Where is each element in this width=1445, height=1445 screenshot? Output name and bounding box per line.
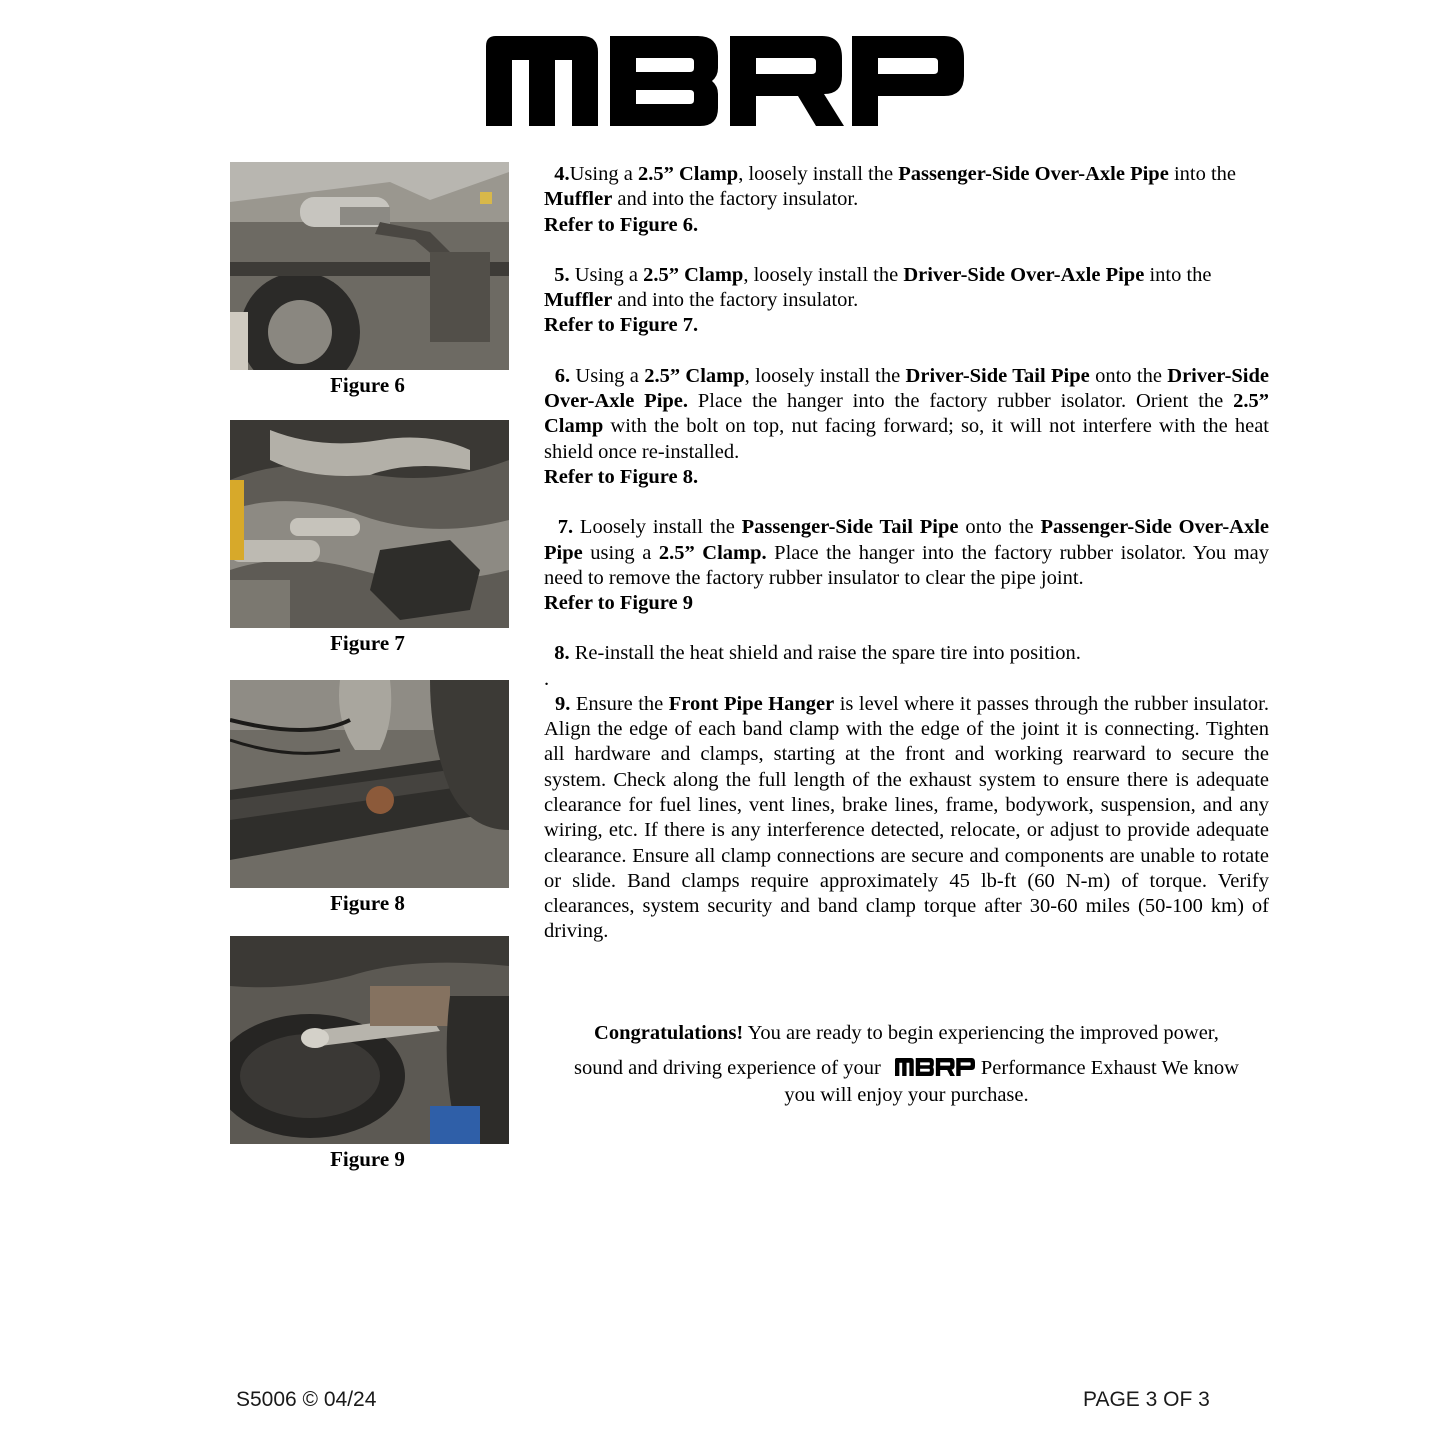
figure-9 xyxy=(230,936,509,1172)
mbrp-logo xyxy=(486,36,964,126)
mbrp-inline-logo xyxy=(895,1058,975,1076)
stray-dot: . xyxy=(544,667,550,690)
congratulations-block: Congratulations! You are ready to begin experiencing the improved power, sound and driving experience of your Performance Exhaust We know you will enjoy your purchase. xyxy=(574,1022,1239,1106)
step-5-ref: Refer to Figure 7. xyxy=(544,314,699,337)
figure-8-photo xyxy=(230,680,509,888)
step-6-ref: Refer to Figure 8. xyxy=(544,465,699,488)
instructions xyxy=(544,162,1269,970)
figure-8 xyxy=(230,680,509,916)
figure-6-caption: Figure 6 xyxy=(330,373,405,397)
congrats-heading: Congratulations! xyxy=(594,1022,744,1044)
page-number: PAGE 3 OF 3 xyxy=(1083,1388,1210,1411)
step-9: 9. Ensure the Front Pipe Hanger is level where it passes through the rubber insulator. Align the edge of each band clamp with the edge of the joint it is connecting. Tighten all hardware and clamps, starting at the front and working rearward to secure the system. Check along the full length of the exhaust system to ensure there is adequate clearance for fuel lines, vent lines, brake lines, frame, bodywork, suspension, and any wiring, etc. If there is any interference detected, relocate, or adjust to provide adequate clearance. Ensure all clamp connections are secure and components are unable to rotate or slide. Band clamps require approximately 45 lb-ft (60 N-m) of torque. Verify clearances, system security and band clamp torque after 30-60 miles (50-100 km) of driving. xyxy=(544,692,1269,943)
figure-7-caption: Figure 7 xyxy=(330,631,405,655)
document-code: S5006 © 04/24 xyxy=(236,1388,377,1411)
step-5: 5. Using a 2.5” Clamp, loosely install the Driver-Side Over-Axle Pipe into the Muffler and into the factory insulator. Refer to Figure 7. xyxy=(544,263,1212,337)
figure-7 xyxy=(230,420,509,656)
step-6: 6. Using a 2.5” Clamp, loosely install the Driver-Side Tail Pipe onto the Driver-Side Over-Axle Pipe. Place the hanger into the factory rubber isolator. Orient the 2.5” Clamp with the bolt on top, nut facing forward; so, it will not interfere with the heat shield once re-installed. Refer to Figure 8. xyxy=(544,364,1269,488)
figure-6 xyxy=(230,162,509,398)
figure-9-photo xyxy=(230,936,509,1144)
step-4: 4.Using a 2.5” Clamp, loosely install the Passenger-Side Over-Axle Pipe into the Muffler and into the factory insulator. Refer to Figure 6. xyxy=(544,163,1236,236)
figure-9-caption: Figure 9 xyxy=(330,1147,405,1171)
figure-6-photo xyxy=(230,162,509,370)
step-7: 7. Loosely install the Passenger-Side Tail Pipe onto the Passenger-Side Over-Axle Pipe using a 2.5” Clamp. Place the hanger into the factory rubber isolator. You may need to remove the factory rubber insulator to clear the pipe joint. Refer to Figure 9 xyxy=(544,516,1269,615)
step-8: 8. Re-install the heat shield and raise the spare tire into position. xyxy=(554,642,1081,665)
figure-8-caption: Figure 8 xyxy=(330,891,405,915)
figure-7-photo xyxy=(230,420,509,628)
step-7-ref: Refer to Figure 9 xyxy=(544,592,693,615)
step-4-ref: Refer to Figure 6. xyxy=(544,213,699,236)
